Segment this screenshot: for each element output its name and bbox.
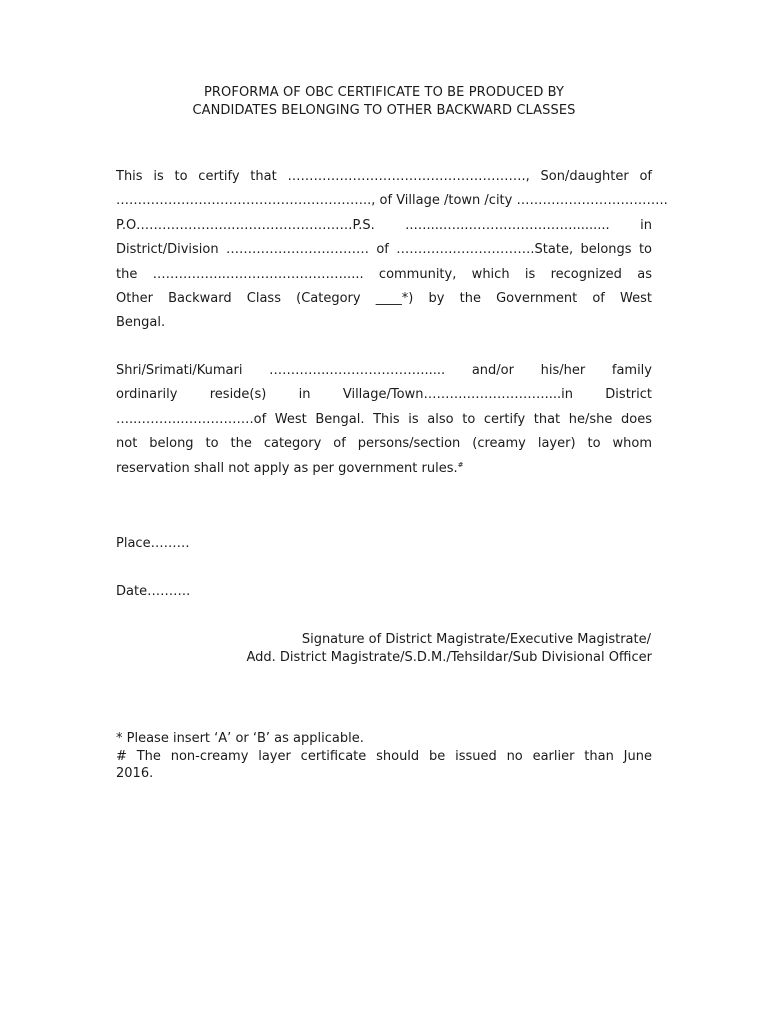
paragraph1-line-3: P.O…………………..………………………P.S. ..…....…...……………………......... in (116, 217, 652, 233)
signature-line-1: Signature of District Magistrate/Executive Magistrate/ (301, 632, 651, 647)
paragraph2-line-1: Shri/Srimati/Kumari …………..…………………...... and/or his/her family (116, 363, 652, 378)
footnote-non-creamy-line-2: 2016. (116, 766, 154, 781)
footnote-mark: # (457, 460, 464, 469)
certification-paragraph (116, 165, 668, 336)
place-label: Place……… (116, 536, 190, 551)
paragraph2-line-5-text: reservation shall not apply as per government rules. (116, 460, 458, 476)
footnotes (116, 730, 652, 783)
paragraph1-line-6: Other Backward Class (Category ____*) by the Government of West (116, 291, 652, 307)
paragraph2-line-2: ordinarily reside(s) in Village/Town……….………………....in District (116, 387, 652, 403)
heading-line-1: PROFORMA OF OBC CERTIFICATE TO BE PRODUCED BY (203, 85, 565, 100)
paragraph1-line-2: ………………………………………………….., of Village /town /city …………………………….. (116, 193, 668, 209)
paragraph1-line-1: This is to certify that ………………………………………………., Son/daughter of (116, 169, 652, 184)
paragraph1-line-4: District/Division …………………………… of ………….……………….State, belongs to (116, 242, 652, 258)
footnote-non-creamy-line-1: # The non-creamy layer certificate should be issued no earlier than June (116, 748, 652, 764)
heading-line-2: CANDIDATES BELONGING TO OTHER BACKWARD CLASSES (192, 103, 576, 118)
residence-paragraph (116, 359, 652, 482)
footnote-category: * Please insert ‘A’ or ‘B’ as applicable. (116, 731, 364, 746)
signature-line-2: Add. District Magistrate/S.D.M./Tehsildar/Sub Divisional Officer (246, 650, 652, 665)
paragraph2-line-4: not belong to the category of persons/section (creamy layer) to whom (116, 436, 652, 452)
paragraph2-line-5 (116, 457, 652, 482)
date-label: Date………. (116, 584, 191, 599)
paragraph2-line-3: …..………..…………….of West Bengal. This is also to certify that he/she does (116, 411, 652, 427)
paragraph1-line-5: the ……………..………………………..... community, which is recognized as (116, 266, 652, 282)
paragraph1-line-7: Bengal. (116, 315, 166, 331)
